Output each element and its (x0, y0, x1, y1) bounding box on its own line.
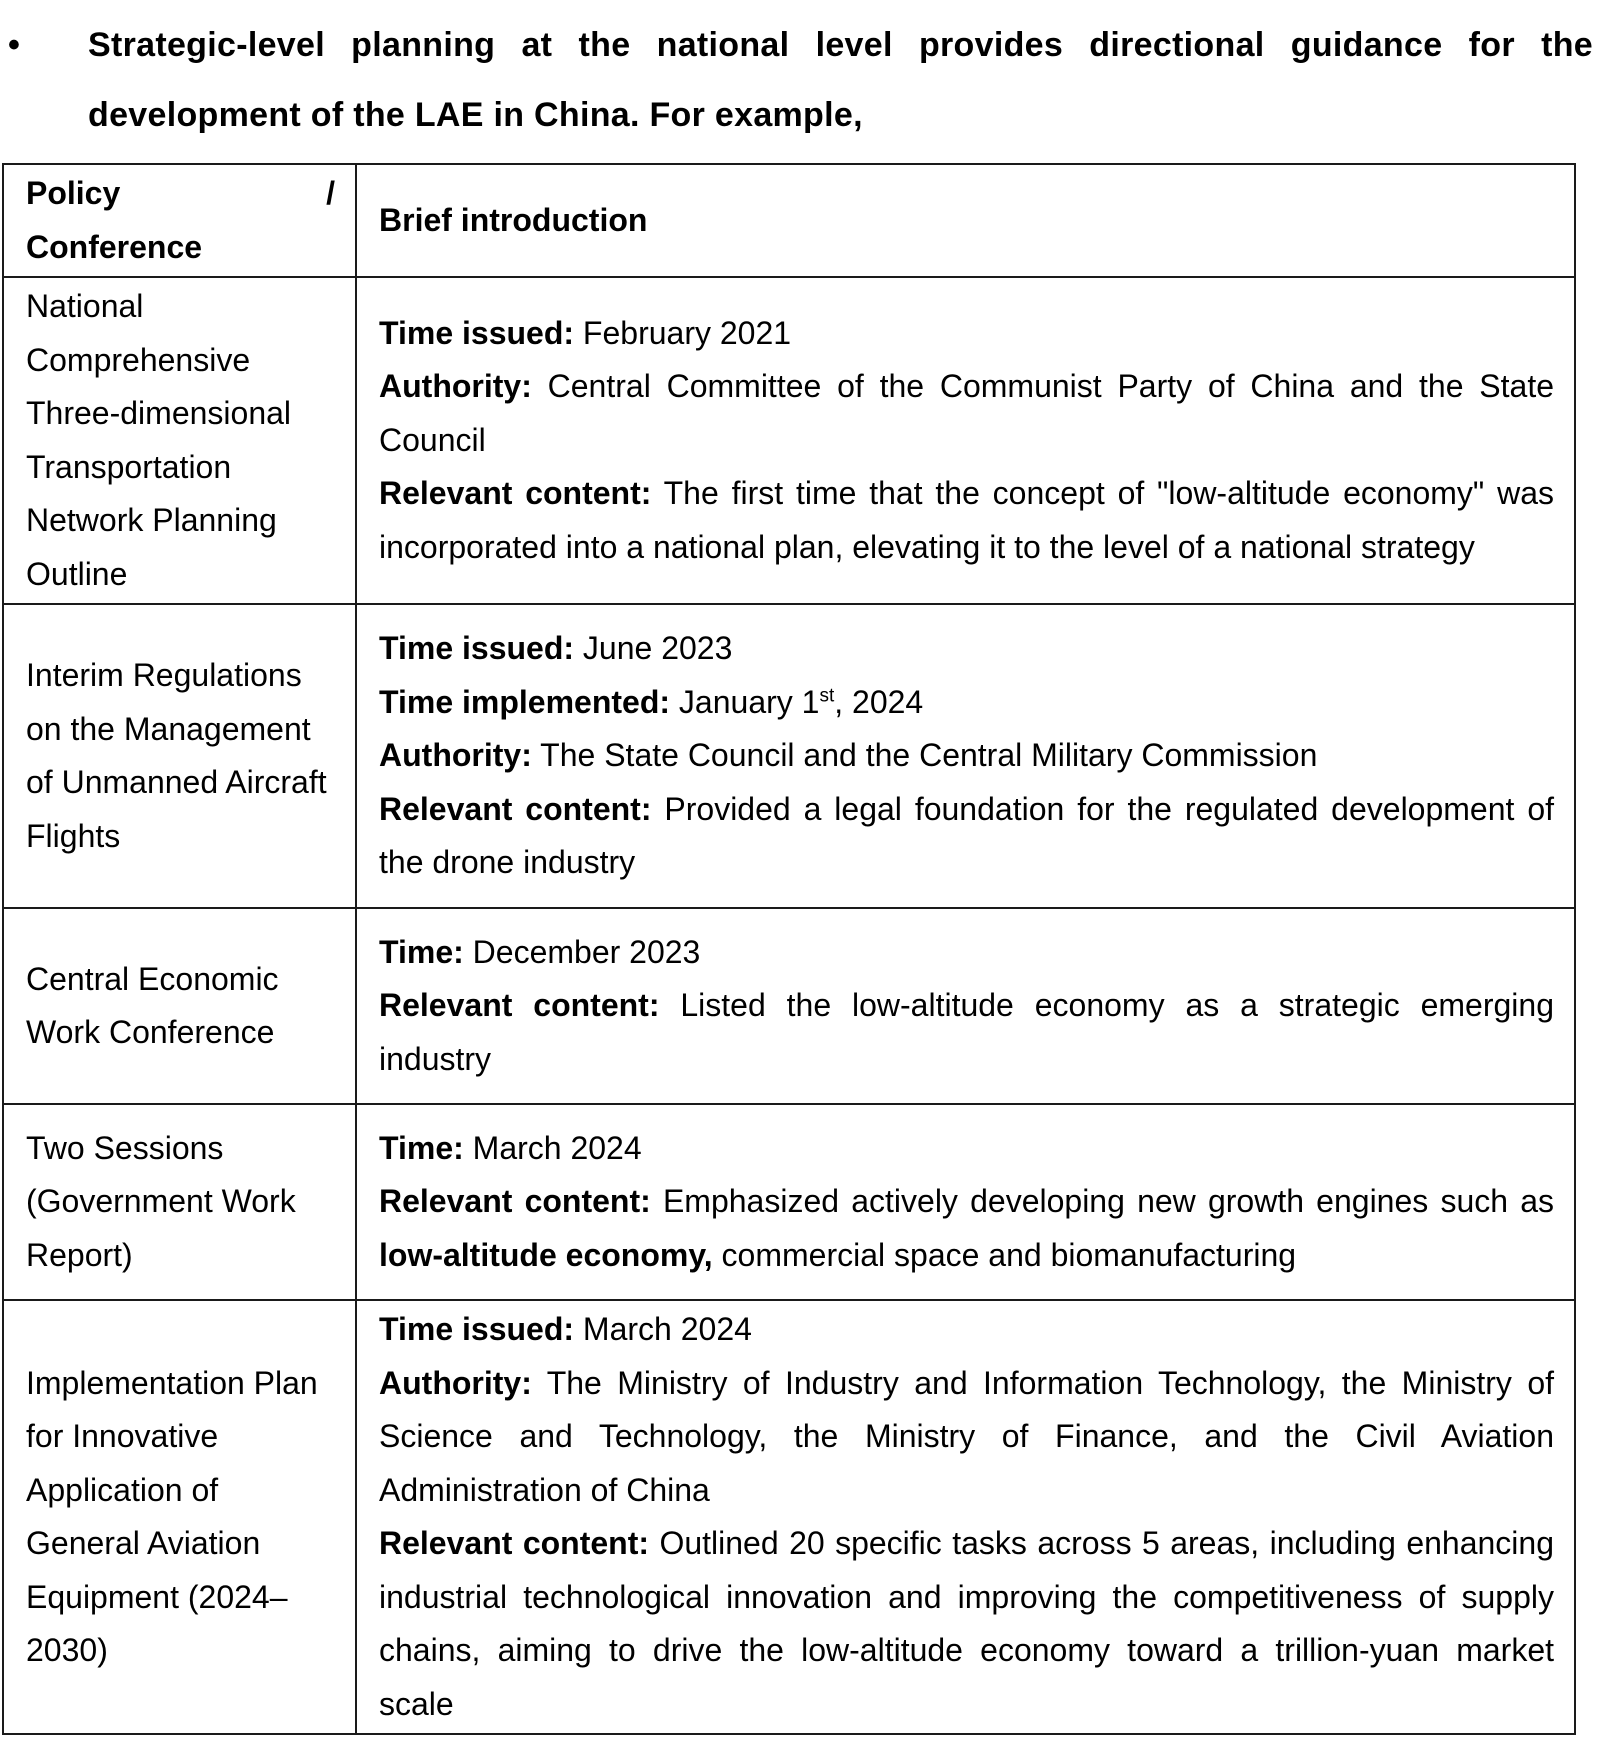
table-row (3, 1300, 1575, 1734)
relevant-content-field: Relevant content: Listed the low-altitude economy as a strategic emerging industry (379, 987, 1555, 1077)
policy-name-cell: Two Sessions (Government Work Report) (3, 1104, 356, 1300)
policy-name-cell: Interim Regulations on the Management of Unmanned Aircraft Flights (3, 604, 356, 908)
relevant-content-field: Relevant content: Provided a legal foundation for the regulated development of the drone industry (379, 790, 1555, 881)
authority-field: Authority: The State Council and the Central Military Commission (379, 737, 1318, 774)
brief-intro-cell (356, 277, 1575, 604)
time-field: Time: December 2023 (379, 933, 701, 970)
table-row (3, 604, 1575, 908)
header-policy-conference (3, 164, 356, 277)
bullet-point: • (8, 26, 20, 64)
table-row (3, 908, 1575, 1104)
intro-text: Strategic-level planning at the national level provides directional guidance for the development of the LAE in China. For example, (88, 26, 1593, 134)
policy-name-cell: Implementation Plan for Innovative Application of General Aviation Equipment (2024–2030) (3, 1300, 356, 1734)
header-policy-label: Policy (26, 175, 121, 211)
policy-name-cell: National Comprehensive Three-dimensional Transportation Network Planning Outline (3, 277, 356, 604)
brief-intro-cell (356, 1300, 1575, 1734)
time-field: Time: March 2024 (379, 1129, 642, 1166)
authority-field: Authority: Central Committee of the Communist Party of China and the State Council (379, 368, 1554, 458)
time-issued-field: Time issued: February 2021 (379, 314, 792, 351)
relevant-content-field: Relevant content: Outlined 20 specific tasks across 5 areas, including enhancing industrial technological innovation and improving the competitiveness of supply chains, aiming to drive the low-altitude economy toward a trillion-yuan market scale (379, 1525, 1555, 1722)
brief-intro-cell (356, 908, 1575, 1104)
time-implemented-field: Time implemented: January 1st, 2024 (379, 683, 924, 720)
header-conference-label: Conference (26, 228, 203, 265)
header-brief-introduction: Brief introduction (356, 164, 1575, 277)
brief-intro-cell (356, 604, 1575, 908)
table-row (3, 1104, 1575, 1300)
policy-table (2, 163, 1576, 1735)
authority-field: Authority: The Ministry of Industry and Information Technology, the Ministry of Science and Technology, the Ministry of Finance, and the Civil Aviation Administration of China (379, 1364, 1554, 1508)
policy-name-cell: Central Economic Work Conference (3, 908, 356, 1104)
table-header-row (3, 164, 1575, 277)
time-issued-field: Time issued: June 2023 (379, 630, 733, 667)
brief-intro-cell (356, 1104, 1575, 1300)
header-slash: / (326, 175, 335, 211)
relevant-content-field: Relevant content: Emphasized actively developing new growth engines such as low-altitude economy, commercial space and biomanufacturing (379, 1183, 1555, 1273)
relevant-content-field: Relevant content: The first time that the concept of "low-altitude economy" was incorporated into a national plan, elevating it to the level of a national strategy (379, 475, 1555, 565)
intro-paragraph (8, 10, 1593, 150)
time-issued-field: Time issued: March 2024 (379, 1311, 752, 1347)
table-row (3, 277, 1575, 604)
